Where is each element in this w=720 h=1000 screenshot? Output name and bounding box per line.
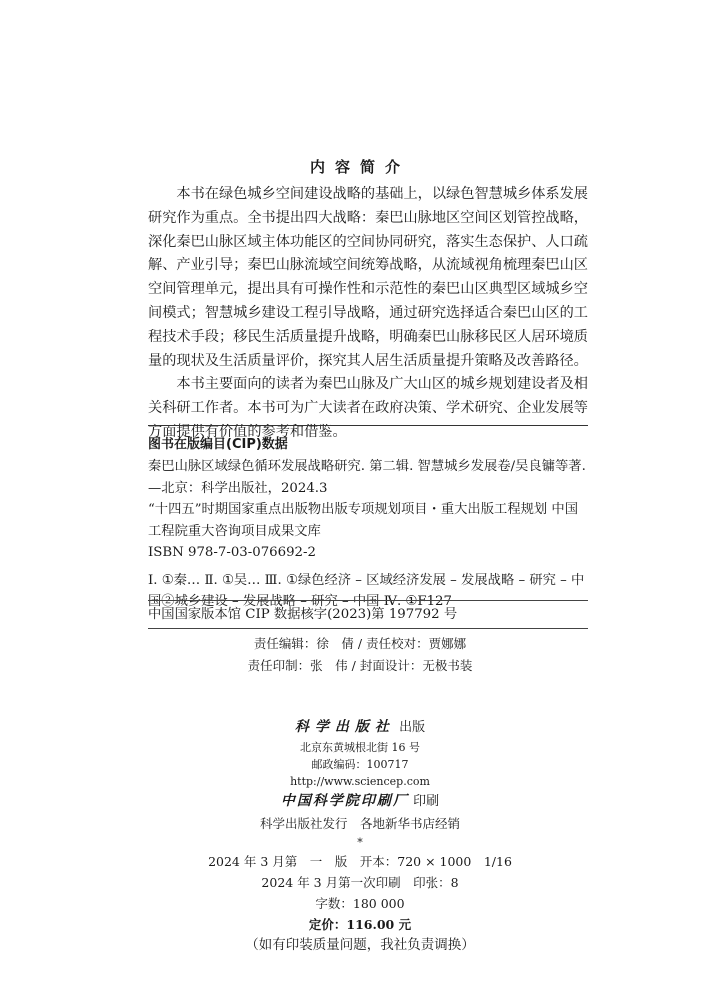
quality-notice: （如有印装质量问题，我社负责调换） xyxy=(245,937,475,953)
distribution-line: 科学出版社发行 各地新华书店经销 xyxy=(259,816,460,831)
separator-star: * xyxy=(357,836,363,849)
abstract-paragraph: 本书主要面向的读者为秦巴山脉及广大山区的城乡规划建设者及相关科研工作者。本书可为广大读者在政府决策、学术研究、企业发展等方面提供有价值的参考和借鉴。 xyxy=(148,376,588,440)
printer-line xyxy=(0,790,720,813)
cip-title-line: 秦巴山脉区域绿色循环发展战略研究. 第二辑. 智慧城乡发展卷/吴良镛等著. —北京：科学出版社，2024.3 xyxy=(148,459,586,496)
abstract-section xyxy=(148,183,588,445)
cip-isbn: ISBN 978-7-03-076692-2 xyxy=(148,545,316,560)
publisher-line xyxy=(0,716,720,739)
printing-line: 2024 年 3 月第一次印刷 印张：8 xyxy=(261,875,459,890)
word-count: 字数：180 000 xyxy=(315,896,405,911)
publisher-logo-text: 科学出版社 xyxy=(294,719,395,735)
cip-series-line: “十四五”时期国家重点出版物出版专项规划项目・重大出版工程规划 中国工程院重大咨询项目成果文库 xyxy=(148,502,579,539)
editors-section xyxy=(0,633,720,677)
publisher-url: http://www.sciencep.com xyxy=(290,775,430,788)
cip-heading: 图书在版编目(CIP)数据 xyxy=(148,437,288,452)
abstract-paragraph: 本书在绿色城乡空间建设战略的基础上，以绿色智慧城乡体系发展研究作为重点。全书提出四大战略：秦巴山脉地区空间区划管控战略，深化秦巴山脉区域主体功能区的空间协同研究，落实生态保护、人口疏解、产业引导；秦巴山脉流域空间统筹战略，从流域视角梳理秦巴山区空间管理单元，提出具有可操作性和示范性的秦巴山区典型区域城乡空间模式；智慧城乡建设工程引导战略，通过研究选择适合秦巴山区的工程技术手段；移民生活质量提升战略，明确秦巴山脉移民区人居环境质量的现状及生活质量评价，探究其人居生活质量提升策略及改善路径。 xyxy=(148,186,588,369)
publisher-suffix: 出版 xyxy=(399,720,426,735)
publisher-address: 北京东黄城根北街 16 号 xyxy=(300,741,420,754)
price: 定价：116.00 元 xyxy=(308,917,412,932)
editors-line-1: 责任编辑：徐 倩 / 责任校对：贾娜娜 xyxy=(253,636,467,651)
publisher-postcode: 邮政编码：100717 xyxy=(311,758,409,771)
edition-line: 2024 年 3 月第 一 版 开本：720 × 1000 1/16 xyxy=(208,854,512,869)
section-divider xyxy=(148,425,588,426)
publisher-section xyxy=(0,716,720,956)
cip-number: 中国国家版本馆 CIP 数据核字(2023)第 197792 号 xyxy=(148,607,458,622)
cip-divider-top xyxy=(148,600,588,601)
cip-subjects: Ⅰ. ①秦… Ⅱ. ①吴… Ⅲ. ①绿色经济 – 区域经济发展 – 发展战略 – 研究 – 中国②城乡建设 – 发展战略 – 研究 – 中国 Ⅳ. ①F127 xyxy=(148,572,585,609)
abstract-title: 内容简介 xyxy=(309,158,410,176)
editors-line-2: 责任印制：张 伟 / 封面设计：无极书装 xyxy=(247,658,473,673)
printer-logo-text: 中国科学院印刷厂 xyxy=(280,793,409,809)
cip-divider-bottom xyxy=(148,628,588,629)
cip-section xyxy=(148,434,588,613)
printer-suffix: 印刷 xyxy=(413,794,440,809)
